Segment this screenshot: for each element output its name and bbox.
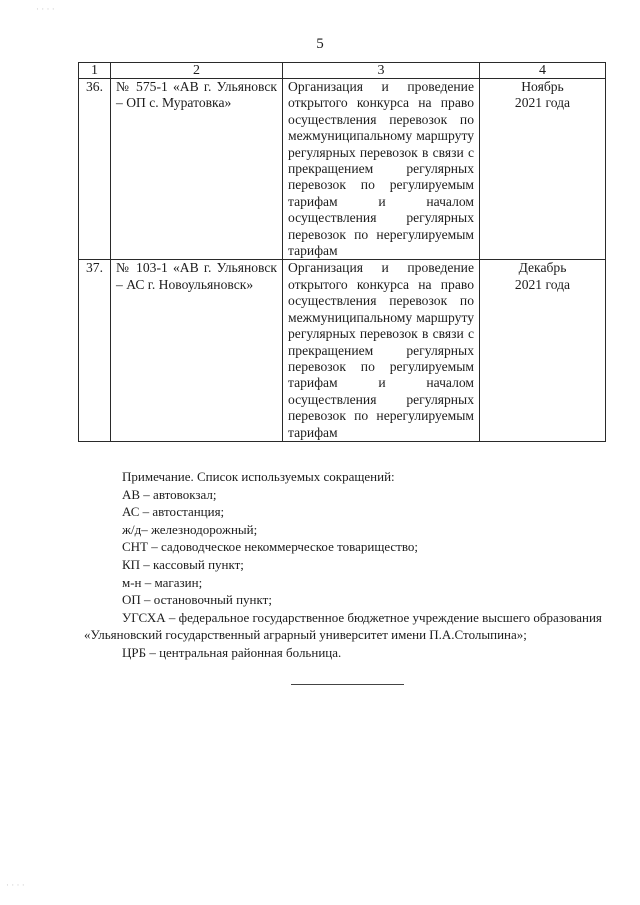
route-cell: № 575-1 «АВ г. Ульяновск – ОП с. Муратовка» xyxy=(111,79,283,260)
header-col-1: 1 xyxy=(79,63,111,79)
scan-artifact: · · · · xyxy=(6,880,25,890)
note-item: ж/д– железнодорожный; xyxy=(122,521,258,537)
note-item-continuation: «Ульяновский государственный аграрный университет имени П.А.Столыпина»; xyxy=(84,627,527,643)
header-col-2: 2 xyxy=(111,63,283,79)
table-row xyxy=(79,79,606,260)
header-col-3: 3 xyxy=(283,63,480,79)
closing-rule xyxy=(291,684,404,685)
date-cell xyxy=(480,260,606,441)
table-row xyxy=(79,260,606,441)
note-item: АВ – автовокзал; xyxy=(122,486,217,502)
note-item: КП – кассовый пункт; xyxy=(122,556,244,572)
note-item: ЦРБ – центральная районная больница. xyxy=(122,644,342,660)
page-number: 5 xyxy=(316,36,324,52)
row-number: 36. xyxy=(79,79,111,260)
date-month: Ноябрь xyxy=(521,79,564,94)
note-item: ОП – остановочный пункт; xyxy=(122,592,272,608)
date-month: Декабрь xyxy=(518,260,567,276)
table-header-row xyxy=(79,63,606,79)
abbreviations-note xyxy=(84,468,610,662)
date-year: 2021 года xyxy=(514,276,571,292)
header-col-4: 4 xyxy=(480,63,606,79)
date-cell xyxy=(480,79,606,260)
schedule-table xyxy=(78,62,606,442)
description-cell: Организация и проведение открытого конкурса на право осуществления перевозок по межмуниципальному маршруту регулярных перевозок в связи с прекращением регулярных перевозок по регулируемым тарифам и началом осуществления регулярных перевозок по нерегулируемым тарифам xyxy=(283,260,480,441)
note-item: СНТ – садоводческое некоммерческое товарищество; xyxy=(122,539,419,555)
scan-artifact: · · · · xyxy=(36,4,55,14)
note-item: АС – автостанция; xyxy=(122,504,225,520)
note-title: Примечание. Список используемых сокращений: xyxy=(122,469,395,484)
note-item: м-н – магазин; xyxy=(122,574,203,590)
description-cell: Организация и проведение открытого конкурса на право осуществления перевозок по межмуниципальному маршруту регулярных перевозок в связи с прекращением регулярных перевозок по регулируемым тарифам и началом осуществления регулярных перевозок по нерегулируемым тарифам xyxy=(283,79,480,260)
row-number: 37. xyxy=(79,260,111,441)
date-year: 2021 года xyxy=(514,95,571,111)
note-item: УГСХА – федеральное государственное бюджетное учреждение высшего образования xyxy=(122,609,602,625)
route-cell: № 103-1 «АВ г. Ульяновск – АС г. Новоульяновск» xyxy=(111,260,283,441)
